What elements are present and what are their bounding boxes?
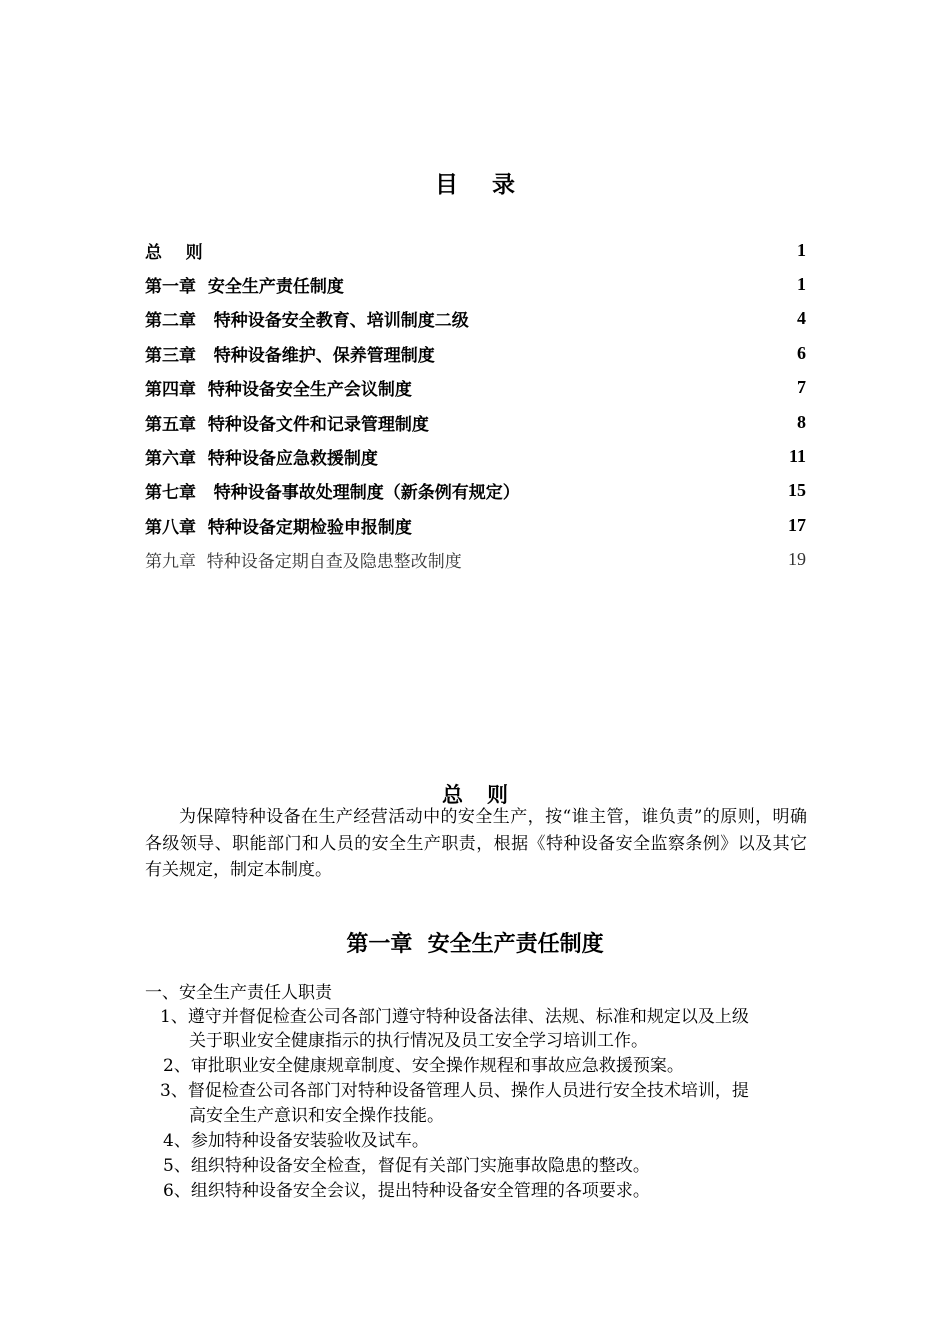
list-item: 3、督促检查公司各部门对特种设备管理人员、操作人员进行安全技术培训，提 [160, 1081, 749, 1101]
table-of-contents [145, 233, 806, 577]
toc-entry-page: 7 [797, 377, 806, 398]
toc-entry-label: 第九章 特种设备定期自查及隐患整改制度 [145, 552, 462, 573]
list-item: 6、组织特种设备安全会议，提出特种设备安全管理的各项要求。 [163, 1181, 650, 1201]
general-title: 总则 [442, 782, 532, 807]
general-paragraph: 为保障特种设备在生产经营活动中的安全生产，按“谁主管，谁负责”的原则，明确各级领导、职能部门和人员的安全生产职责，根据《特种设备安全监察条例》以及其它有关规定，制定本制度。 [145, 807, 807, 880]
toc-entry-label: 第三章 特种设备维护、保养管理制度 [145, 345, 435, 366]
toc-entry-page: 15 [788, 480, 806, 501]
list-item: 1、遵守并督促检查公司各部门遵守特种设备法律、法规、标准和规定以及上级 [160, 1007, 749, 1027]
toc-entry[interactable] [145, 267, 806, 301]
toc-entry[interactable] [145, 302, 806, 336]
toc-entry-page: 1 [797, 274, 806, 295]
list-item-continuation: 高安全生产意识和安全操作技能。 [189, 1106, 444, 1126]
toc-entry[interactable] [145, 474, 806, 508]
toc-entry-label: 第四章 特种设备安全生产会议制度 [145, 380, 412, 401]
toc-entry-page: 6 [797, 342, 806, 363]
toc-entry-label: 第八章 特种设备定期检验申报制度 [145, 517, 412, 538]
list-item: 5、组织特种设备安全检查，督促有关部门实施事故隐患的整改。 [163, 1156, 650, 1176]
list-item: 4、参加特种设备安装验收及试车。 [163, 1131, 429, 1151]
list-item: 2、审批职业安全健康规章制度、安全操作规程和事故应急救援预案。 [163, 1056, 684, 1076]
toc-entry-label: 第二章 特种设备安全教育、培训制度二级 [145, 311, 469, 332]
toc-entry[interactable] [145, 543, 806, 577]
toc-entry-label: 第一章 安全生产责任制度 [145, 277, 344, 298]
toc-entry-page: 11 [788, 446, 806, 467]
toc-entry[interactable] [145, 233, 806, 267]
toc-title: 目录 [435, 171, 549, 198]
section-heading: 一、安全生产责任人职责 [145, 983, 332, 1003]
toc-entry-label: 第六章 特种设备应急救援制度 [145, 449, 378, 470]
toc-entry-page: 8 [797, 411, 806, 432]
list-item-continuation: 关于职业安全健康指示的执行情况及员工安全学习培训工作。 [189, 1031, 648, 1051]
chapter-1-title: 第一章 安全生产责任制度 [346, 931, 604, 957]
toc-entry-label: 第五章 特种设备文件和记录管理制度 [145, 414, 429, 435]
toc-entry-label: 第七章 特种设备事故处理制度（新条例有规定） [145, 483, 520, 504]
toc-entry[interactable] [145, 371, 806, 405]
toc-entry-page: 17 [788, 514, 806, 535]
toc-entry-page: 1 [797, 239, 806, 260]
toc-entry-page: 4 [797, 308, 806, 329]
toc-entry[interactable] [145, 439, 806, 473]
toc-entry[interactable] [145, 336, 806, 370]
toc-entry[interactable] [145, 508, 806, 542]
toc-entry-page: 19 [788, 549, 806, 570]
toc-entry-label: 总 则 [145, 242, 203, 263]
toc-entry[interactable] [145, 405, 806, 439]
